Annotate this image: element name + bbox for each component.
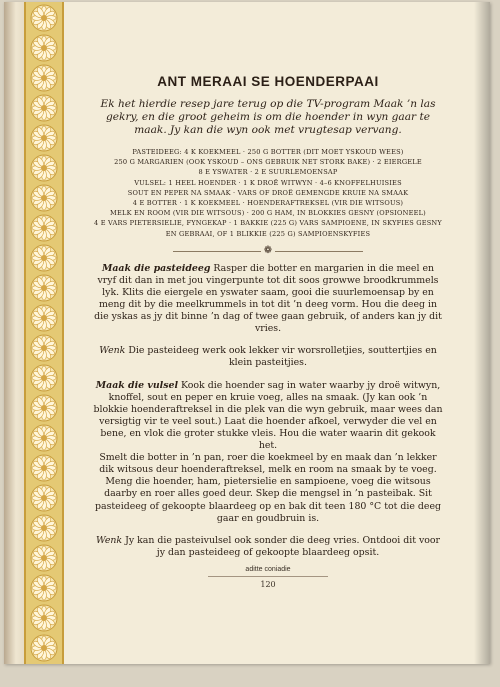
step-text: Kook die hoender sag in water waarby jy droë witwyn, knoffel, sout en peper en kruie voeg, alles na smaak. (Jy kan ook ’n blokkie hoenderaftreksel in die plek van die wyn gebruik, maar wees dan versigtig vir te veel sout.) Laat die hoender afkoel, verwyder die vel en bene, en vlok die groter stukke vleis. Hou die water waarin dit gekook het. — [93, 379, 443, 452]
page-shadow — [474, 2, 490, 664]
step-text: Rasper die botter en margarien in die meel en vryf dit dan in met jou vingerpunte tot dit soos growwe broodkrummels lyk. Klits die eiergele en yswater saam, gooi die suurlemoensap by en meng dit by die meelkrummels in tot dit ’n deeg vorm. Hou die deeg in die yskas as jy dit binne ’n dag of twee gaan gebruik, of anders kan jy dit vries. — [94, 262, 442, 335]
section-divider — [173, 245, 363, 257]
step-assemble: Meng die hoender, ham, pietersielie en sampioene, voeg die witsous daarby en roer alles goed deur. Skep die mengsel in ’n pasteibak. Sit pasteideeg of gekoopte blaardeeg op en bak dit teen 180 °C tot die deeg gaar en goudbruin is. — [94, 476, 441, 524]
flower-ornament-icon: ❁ — [263, 244, 273, 256]
footer-rule — [208, 576, 328, 577]
step-sauce: Smelt die botter in ’n pan, roer die koekmeel by en maak dan ’n lekker dik witsous deur hoenderaftreksel, melk en room na smaak by te voeg. — [99, 452, 437, 476]
book-spine — [4, 2, 24, 664]
ingredient-line: VULSEL: 1 HEEL HOENDER · 1 K DROË WITWYN · 4–6 KNOFFELHUISIES — [134, 178, 402, 187]
tip-text: Jy kan die pasteivulsel ook sonder die deeg vries. Ontdooi dit voor jy dan pasteideeg of gekoopte blaardeeg opsit. — [125, 534, 441, 558]
flower-pattern-icon — [26, 2, 62, 664]
tip-freeze — [92, 535, 444, 559]
step-heading: Maak die pasteideeg — [101, 262, 211, 274]
ingredient-line: MELK EN ROOM (VIR DIE WITSOUS) · 200 G HAM, IN BLOKKIES GESNY (OPSIONEEL) — [110, 209, 426, 218]
page-footer — [92, 566, 444, 589]
ingredient-line: 8 E YSWATER · 2 E SUURLEMOENSAP — [198, 168, 338, 177]
step-filling — [92, 380, 444, 453]
ingredient-line: EN GEBRAAI, OF 1 BLIKKIE (225 G) SAMPIOENSKYFIES — [165, 229, 371, 238]
step-pastry — [92, 263, 444, 336]
tip-text: Die pasteideeg werk ook lekker vir worsrolletjies, souttertjies en klein pasteitjies. — [128, 345, 437, 369]
ingredient-line: PASTEIDEEG: 4 K KOEKMEEL · 250 G BOTTER (DIT MOET YSKOUD WEES) — [132, 148, 404, 156]
ingredient-list — [92, 147, 444, 239]
tip-heading: Wenk — [99, 345, 126, 357]
ingredient-line: SOUT EN PEPER NA SMAAK · VARS OF DROË GEMENGDE KRUIE NA SMAAK — [127, 188, 409, 197]
author-name: aditte coniadie — [245, 566, 291, 573]
recipe-intro: Ek het hierdie resep jare terug op die TV-program Maak ’n las gekry, en die groot geheim is om die hoender in wyn gaar te maak. Jy kan die wyn ook met vrugtesap vervang. — [100, 98, 436, 136]
recipe-content — [92, 74, 444, 569]
decorative-border — [24, 2, 64, 664]
page-number: 120 — [260, 580, 276, 589]
tip-pastry — [92, 345, 444, 369]
ingredient-line: 4 E BOTTER · 1 K KOEKMEEL · HOENDERAFTREKSEL (VIR DIE WITSOUS) — [132, 199, 404, 208]
tip-heading: Wenk — [95, 534, 123, 546]
book-page — [4, 2, 490, 664]
ingredient-line: 250 G MARGARIEN (OOK YSKOUD – ONS GEBRUIK NET STORK BAKE) · 2 EIERGELE — [114, 158, 422, 167]
ingredient-line: 4 E VARS PIETERSIELIE, FYNGEKAP · 1 BAKKIE (225 G) VARS SAMPIOENE, IN SKYFIES GESNY — [94, 219, 442, 228]
step-heading: Maak die vulsel — [95, 379, 179, 391]
recipe-title: ANT MERAAI SE HOENDERPAAI — [157, 74, 379, 89]
